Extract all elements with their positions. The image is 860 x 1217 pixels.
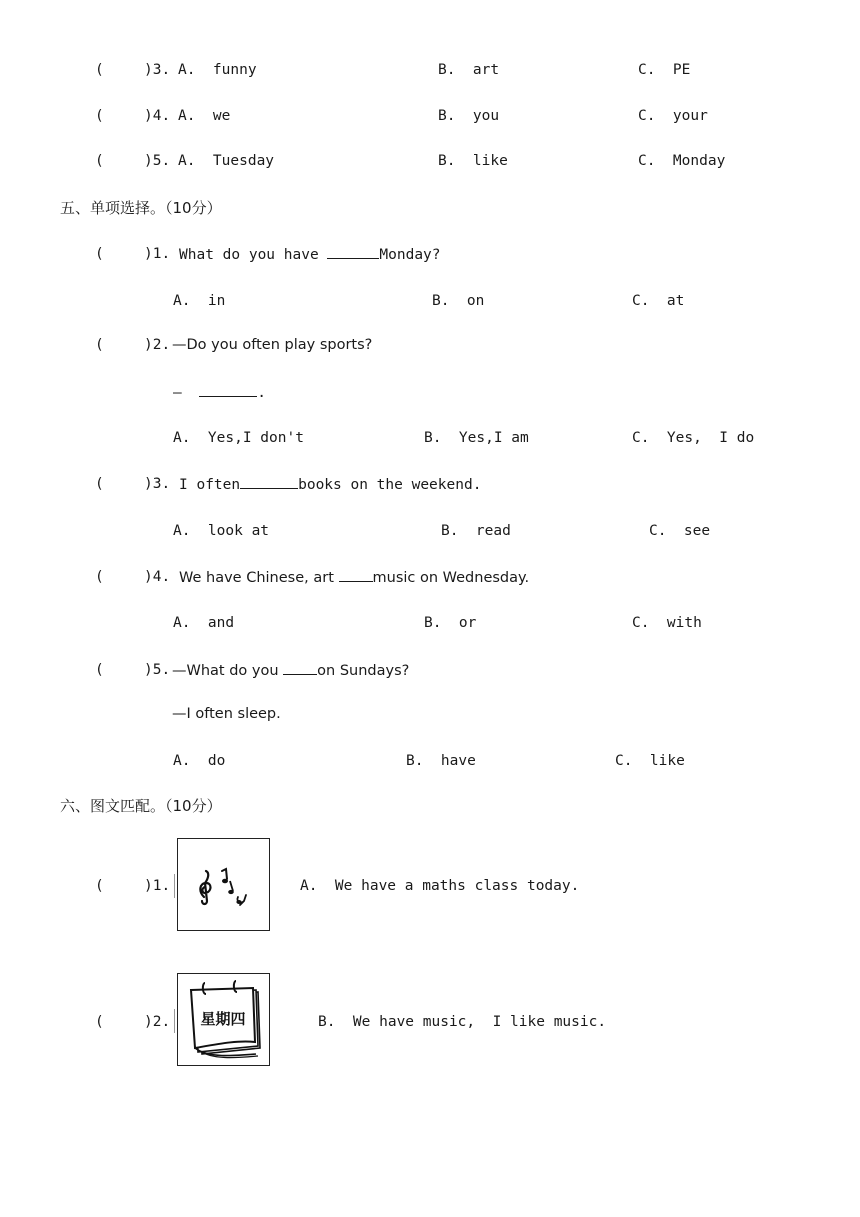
option-c: C. your (638, 108, 708, 124)
option-a: A. funny (178, 62, 257, 78)
match-text-b: B. We have music, I like music. (318, 1014, 607, 1030)
section5-heading: 五、单项选择。（10分） (60, 199, 222, 217)
option-a: A. do (173, 753, 226, 769)
option-b: B. on (432, 293, 485, 309)
answer-paren[interactable]: ( (95, 153, 104, 169)
option-b: B. have (406, 753, 476, 769)
answer-paren[interactable]: ( (95, 662, 104, 678)
question-number: )1. (144, 246, 171, 262)
music-notes-icon (178, 839, 268, 929)
answer-blank[interactable] (327, 244, 379, 259)
divider (174, 874, 175, 898)
option-a: A. Yes,I don't (173, 430, 304, 446)
option-b: B. you (438, 108, 500, 124)
question-number: )3. (144, 62, 171, 78)
option-a: A. we (178, 108, 231, 124)
question-number: )1. (144, 878, 171, 894)
question-text: We have Chinese, art music on Wednesday. (179, 567, 529, 588)
option-c: C. PE (638, 62, 691, 78)
option-b: B. or (424, 615, 477, 631)
answer-paren[interactable]: ( (95, 569, 104, 585)
question-number: )4. (144, 569, 171, 585)
option-c: C. Yes, I do (632, 430, 755, 446)
option-b: B. like (438, 153, 508, 169)
answer-line: —I often sleep. (172, 706, 281, 722)
option-c: C. Monday (638, 153, 726, 169)
music-notes-image (177, 838, 270, 931)
option-a: A. in (173, 293, 226, 309)
calendar-image (177, 973, 270, 1066)
question-number: )5. (144, 662, 171, 678)
calendar-icon (178, 974, 268, 1064)
question-number: )4. (144, 108, 171, 124)
option-a: A. look at (173, 523, 270, 539)
answer-blank[interactable] (283, 660, 317, 675)
question-number: )3. (144, 476, 171, 492)
option-b: B. read (441, 523, 511, 539)
answer-paren[interactable]: ( (95, 108, 104, 124)
option-c: C. see (649, 523, 711, 539)
answer-blank[interactable] (339, 567, 373, 582)
answer-paren[interactable]: ( (95, 337, 104, 353)
answer-paren[interactable]: ( (95, 1014, 104, 1030)
answer-blank[interactable] (199, 382, 257, 397)
option-c: C. like (615, 753, 685, 769)
answer-blank[interactable] (240, 474, 298, 489)
option-c: C. at (632, 293, 685, 309)
question-text: —What do you on Sundays? (172, 660, 409, 681)
answer-paren[interactable]: ( (95, 62, 104, 78)
question-number: )5. (144, 153, 171, 169)
section6-heading: 六、图文匹配。（10分） (60, 797, 222, 815)
divider (174, 1009, 175, 1033)
question-text: What do you have Monday? (179, 244, 441, 265)
option-b: B. art (438, 62, 500, 78)
answer-line: — . (173, 382, 266, 403)
answer-paren[interactable]: ( (95, 246, 104, 262)
question-number: )2. (144, 337, 171, 353)
option-c: C. with (632, 615, 702, 631)
match-text-a: A. We have a maths class today. (300, 878, 580, 894)
question-text: —Do you often play sports? (172, 337, 373, 353)
answer-paren[interactable]: ( (95, 476, 104, 492)
answer-paren[interactable]: ( (95, 878, 104, 894)
calendar-label: 星期四 (200, 1010, 246, 1028)
question-number: )2. (144, 1014, 171, 1030)
option-b: B. Yes,I am (424, 430, 529, 446)
option-a: A. and (173, 615, 235, 631)
option-a: A. Tuesday (178, 153, 275, 169)
question-text: I often books on the weekend. (179, 474, 481, 495)
